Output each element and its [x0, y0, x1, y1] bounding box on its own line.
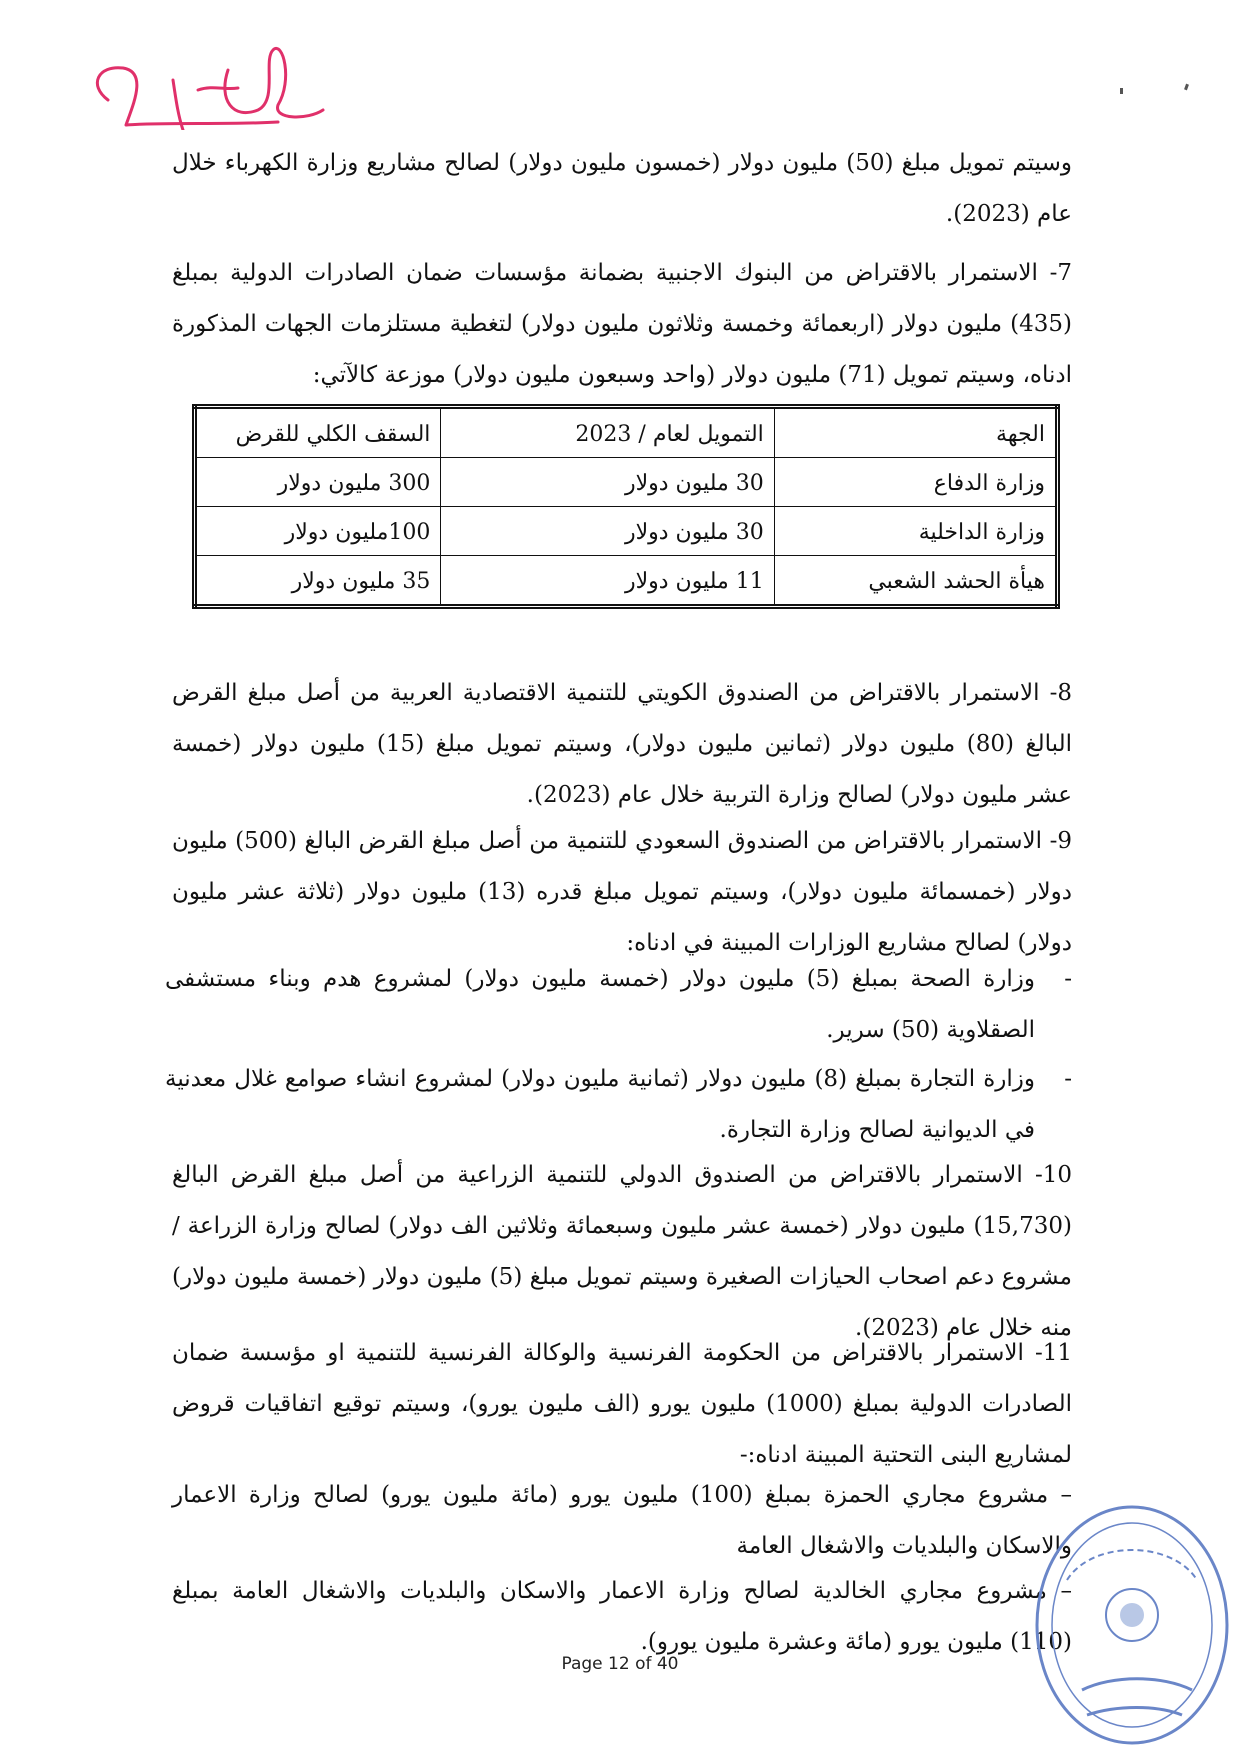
table-header-cell: الجهة [774, 407, 1057, 458]
paragraph-item-10: 10- الاستمرار بالاقتراض من الصندوق الدولي للتنمية الزراعية من أصل مبلغ القرض البالغ (15,730) مليون دولار (خمسة عشر مليون وسبعمائة وثلاثين الف دولار) لصالح وزارة الزراعة / مشروع دعم اصحاب الحيازات الصغيرة وسيتم تمويل مبلغ (5) مليون دولار (خمسة مليون دولار) منه خلال عام (2023). [172, 1162, 1072, 1341]
paragraph-item-7: 7- الاستمرار بالاقتراض من البنوك الاجنبية بضمانة مؤسسات ضمان الصادرات الدولية بمبلغ (435) مليون دولار (اربعمائة وخمسة وثلاثون مليون دولار) لتغطية مستلزمات الجهات المذكورة ادناه، وسيتم تمويل (71) مليون دولار (واحد وسبعون مليون دولار) موزعة كالآتي: [172, 260, 1072, 388]
table-cell: 30 مليون دولار [441, 458, 774, 507]
paragraph-continuation: وسيتم تمويل مبلغ (50) مليون دولار (خمسون مليون دولار) لصالح مشاريع وزارة الكهرباء خلال عام (2023). [172, 150, 1072, 227]
handwritten-signature [78, 30, 338, 130]
page-number: Page 12 of 40 [561, 1654, 679, 1674]
table-cell: وزارة الدفاع [774, 458, 1057, 507]
scan-speck [1120, 88, 1123, 94]
funding-table [192, 404, 1060, 609]
table-cell: 30 مليون دولار [441, 507, 774, 556]
paragraph-item-9: 9- الاستمرار بالاقتراض من الصندوق السعودي للتنمية من أصل مبلغ القرض البالغ (500) مليون دولار (خمسمائة مليون دولار)، وسيتم تمويل مبلغ قدره (13) مليون دولار (ثلاثة عشر مليون دولار) لصالح مشاريع الوزارات المبينة في ادناه: [172, 828, 1072, 956]
table-row [195, 507, 1058, 556]
bullet-mark: - [1064, 966, 1072, 992]
scan-speck [1184, 84, 1189, 91]
table-header-row [195, 407, 1058, 458]
paragraph-item-11: 11- الاستمرار بالاقتراض من الحكومة الفرنسية والوكالة الفرنسية للتنمية او مؤسسة ضمان الصادرات الدولية بمبلغ (1000) مليون يورو (الف مليون يورو)، وسيتم توقيع اتفاقيات قروض لمشاريع البنى التحتية المبينة ادناه:- [172, 1340, 1073, 1468]
official-seal [1022, 1500, 1230, 1750]
table-row [195, 458, 1058, 507]
table-cell: 300 مليون دولار [195, 458, 441, 507]
paragraph-item-8: 8- الاستمرار بالاقتراض من الصندوق الكويتي للتنمية الاقتصادية العربية من أصل مبلغ القرض البالغ (80) مليون دولار (ثمانين مليون دولار)، وسيتم تمويل مبلغ (15) مليون دولار (خمسة عشر مليون دولار) لصالح وزارة التربية خلال عام (2023). [172, 680, 1072, 808]
paragraph-item-11-bullet-1: – مشروع مجاري الحمزة بمبلغ (100) مليون يورو (مائة مليون يورو) لصالح وزارة الاعمار والاسكان والبلديات والاشغال العامة [172, 1482, 1072, 1559]
table-header-cell: السقف الكلي للقرض [195, 407, 441, 458]
paragraph-item-9-bullet-1: وزارة الصحة بمبلغ (5) مليون دولار (خمسة مليون دولار) لمشروع هدم وبناء مستشفى الصقلاوية (50) سرير. [165, 966, 1035, 1043]
table-row [195, 556, 1058, 607]
paragraph-item-9-bullet-2: وزارة التجارة بمبلغ (8) مليون دولار (ثمانية مليون دولار) لمشروع انشاء صوامع غلال معدنية في الديوانية لصالح وزارة التجارة. [165, 1066, 1036, 1143]
table-cell: هيأة الحشد الشعبي [774, 556, 1057, 607]
bullet-mark: - [1064, 1066, 1072, 1092]
table-cell: وزارة الداخلية [774, 507, 1057, 556]
table-cell: 11 مليون دولار [441, 556, 774, 607]
table-header-cell: التمويل لعام / 2023 [441, 407, 774, 458]
table-cell: 35 مليون دولار [195, 556, 441, 607]
paragraph-item-11-bullet-2: – مشروع مجاري الخالدية لصالح وزارة الاعمار والاسكان والبلديات والاشغال العامة بمبلغ (110) مليون يورو (مائة وعشرة مليون يورو). [172, 1578, 1072, 1655]
table-cell: 100مليون دولار [195, 507, 441, 556]
